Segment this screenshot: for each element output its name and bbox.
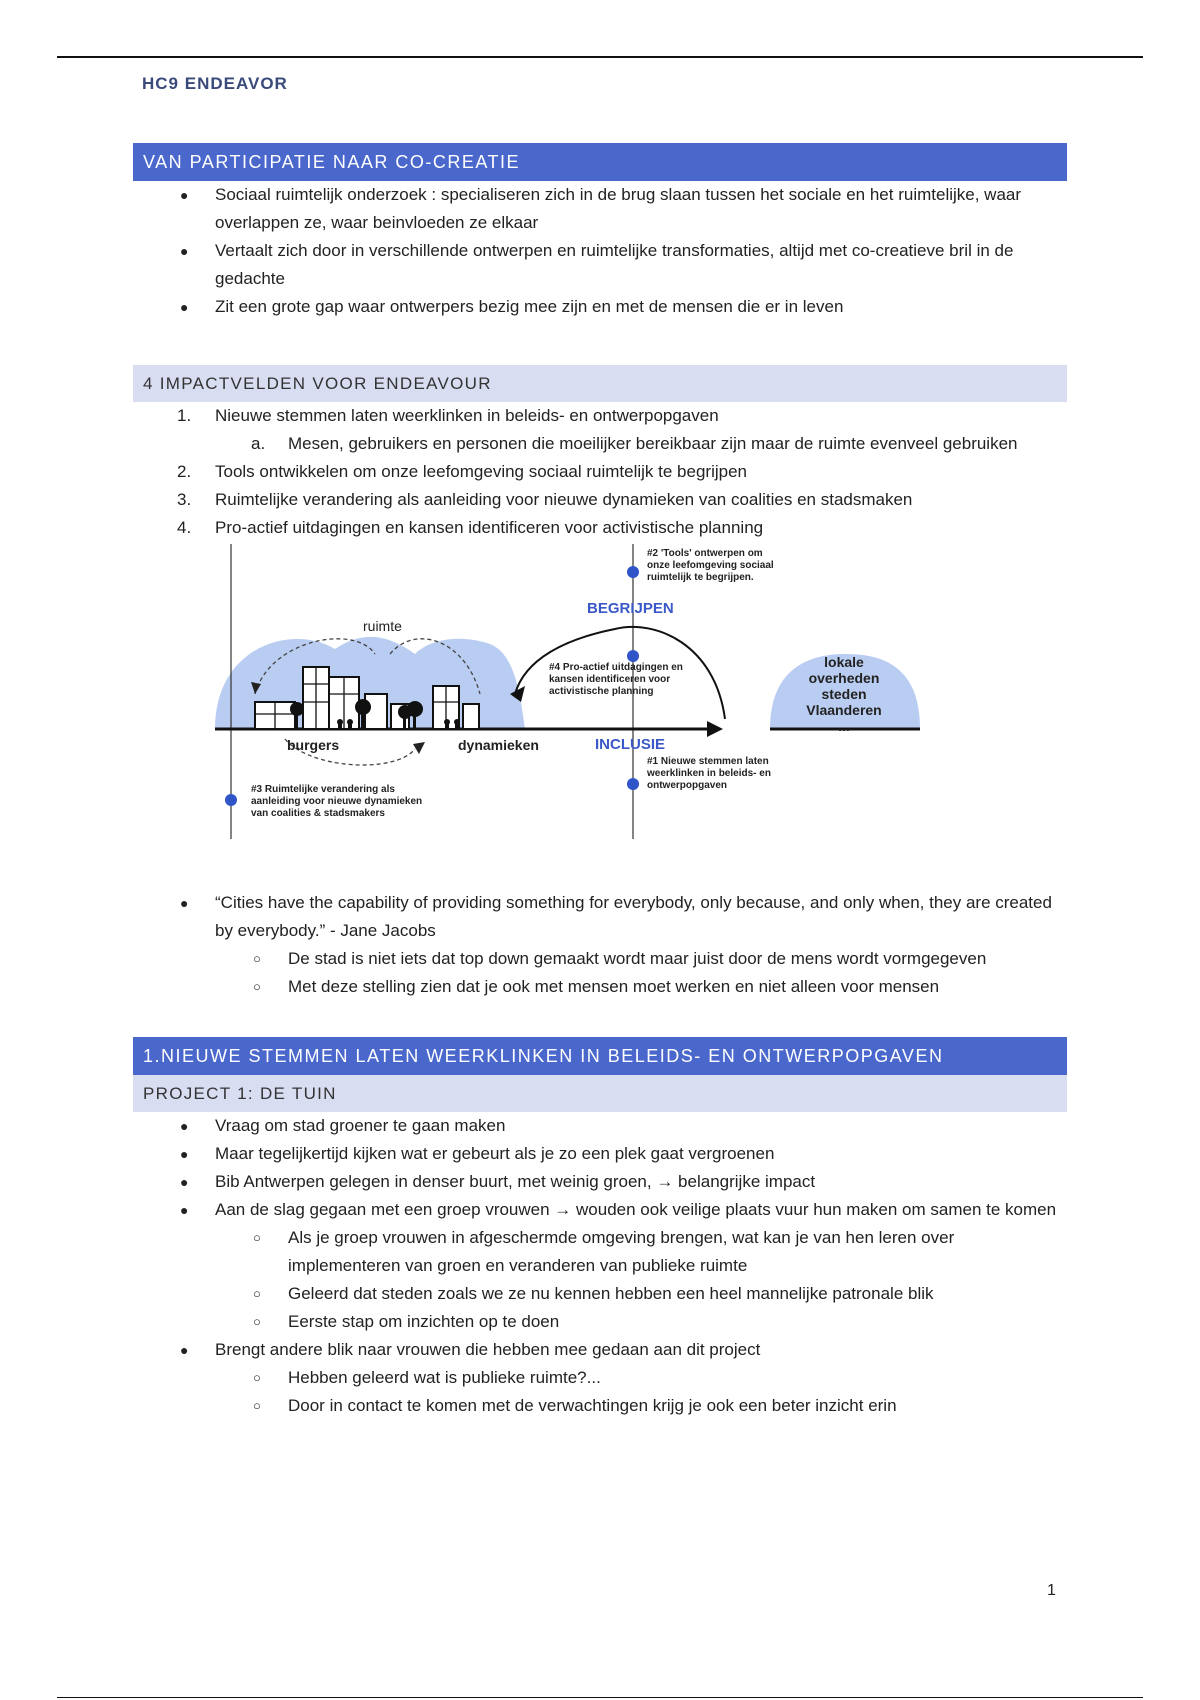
list-item: ● Vraag om stad groener te gaan maken xyxy=(180,1116,506,1135)
page-number: 1 xyxy=(1047,1582,1056,1599)
list-subitem: ○ Eerste stap om inzichten op te doen xyxy=(253,1312,560,1331)
note-ruimtelijke-verandering: #3 Ruimtelijke verandering als aanleiding voor nieuwe dynamieken van coalities & stadsmakers xyxy=(251,784,423,819)
label-dynamieken: dynamieken xyxy=(458,737,539,753)
list-item: ● Aan de slag gegaan met een groep vrouwen → wouden ook veilige plaats vuur hun maken om samen te komen xyxy=(180,1200,1057,1219)
quote-list xyxy=(133,889,1067,1001)
label-ruimte: ruimte xyxy=(363,618,402,634)
bullet-list-project-tuin xyxy=(133,1112,1067,1420)
list-item: ● Sociaal ruimtelijk onderzoek : specialiseren zich in de brug slaan tussen het sociale en het ruimtelijke, waar overlappen ze, waar beinvloeden ze elkaar xyxy=(180,185,1022,232)
list-subitem: a. Mesen, gebruikers en personen die moeilijker bereikbaar zijn maar de ruimte evenveel gebruiken xyxy=(251,434,1018,453)
list-subitem: ○ Met deze stelling zien dat je ook met mensen moet werken en niet alleen voor mensen xyxy=(253,977,940,996)
heading-impactvelden: 4 IMPACTVELDEN VOOR ENDEAVOUR xyxy=(133,365,1067,402)
impactvelden-diagram xyxy=(215,544,920,839)
label-begrijpen: BEGRIJPEN xyxy=(587,600,674,617)
note-nieuwe-stemmen: #1 Nieuwe stemmen laten weerklinken in beleids- en ontwerpopgaven xyxy=(647,756,771,791)
heading-nieuwe-stemmen: 1.NIEUWE STEMMEN LATEN WEERKLINKEN IN BELEIDS- EN ONTWERPOPGAVEN xyxy=(133,1037,1067,1075)
list-item: ● “Cities have the capability of providing something for everybody, only because, and only when, they are created by everybody.” - Jane Jacobs xyxy=(180,893,1052,940)
list-item: 3. Ruimtelijke verandering als aanleiding voor nieuwe dynamieken van coalities en stadsmaken xyxy=(177,490,913,509)
document-body xyxy=(133,143,1067,1420)
numbered-list-impactvelden xyxy=(133,402,1067,542)
list-subitem: ○ Hebben geleerd wat is publieke ruimte?... xyxy=(253,1368,601,1387)
label-inclusie: INCLUSIE xyxy=(595,736,666,753)
note-tools: #2 'Tools' ontwerpen om onze leefomgeving sociaal ruimtelijk te begrijpen. xyxy=(647,548,774,583)
note-pro-actief: #4 Pro-actief uitdagingen en kansen identificeren voor activistische planning xyxy=(549,662,683,697)
label-burgers: burgers xyxy=(287,737,340,753)
list-item: ● Vertaalt zich door in verschillende ontwerpen en ruimtelijke transformaties, altijd met co-creatieve bril in de gedachte xyxy=(180,241,1014,288)
list-item: ● Zit een grote gap waar ontwerpers bezig mee zijn en met de mensen die er in leven xyxy=(180,297,844,316)
heading-participatie: VAN PARTICIPATIE NAAR CO-CREATIE xyxy=(133,143,1067,181)
bullet-list-participatie xyxy=(133,181,1067,321)
list-item: 1. Nieuwe stemmen laten weerklinken in beleids- en ontwerpopgaven xyxy=(177,406,719,425)
list-subitem: ○ De stad is niet iets dat top down gemaakt wordt maar juist door de mens wordt vormgegeven xyxy=(253,949,987,968)
list-item: 2. Tools ontwikkelen om onze leefomgeving sociaal ruimtelijk te begrijpen xyxy=(177,462,747,481)
subheading-project-tuin: PROJECT 1: DE TUIN xyxy=(133,1075,1067,1112)
list-item: ● Bib Antwerpen gelegen in denser buurt, met weinig groen, → belangrijke impact xyxy=(180,1172,816,1191)
list-subitem: ○ Geleerd dat steden zoals we ze nu kennen hebben een heel mannelijke patronale blik xyxy=(253,1284,934,1303)
list-subitem: ○ Als je groep vrouwen in afgeschermde omgeving brengen, wat kan je van hen leren over implementeren van groen en veranderen van publieke ruimte xyxy=(253,1228,955,1275)
list-item: ● Maar tegelijkertijd kijken wat er gebeurt als je zo een plek gaat vergroenen xyxy=(180,1144,775,1163)
list-subitem: ○ Door in contact te komen met de verwachtingen krijg je ook een beter inzicht erin xyxy=(253,1396,897,1415)
list-item: 4. Pro-actief uitdagingen en kansen identificeren voor activistische planning xyxy=(177,518,764,537)
document-title: HC9 ENDEAVOR xyxy=(142,74,288,93)
list-item: ● Brengt andere blik naar vrouwen die hebben mee gedaan aan dit project xyxy=(180,1340,761,1359)
bottom-rule xyxy=(57,1697,1143,1698)
top-rule xyxy=(57,56,1143,58)
label-lokale-overheden: lokale overheden steden Vlaanderen ... xyxy=(806,654,882,734)
